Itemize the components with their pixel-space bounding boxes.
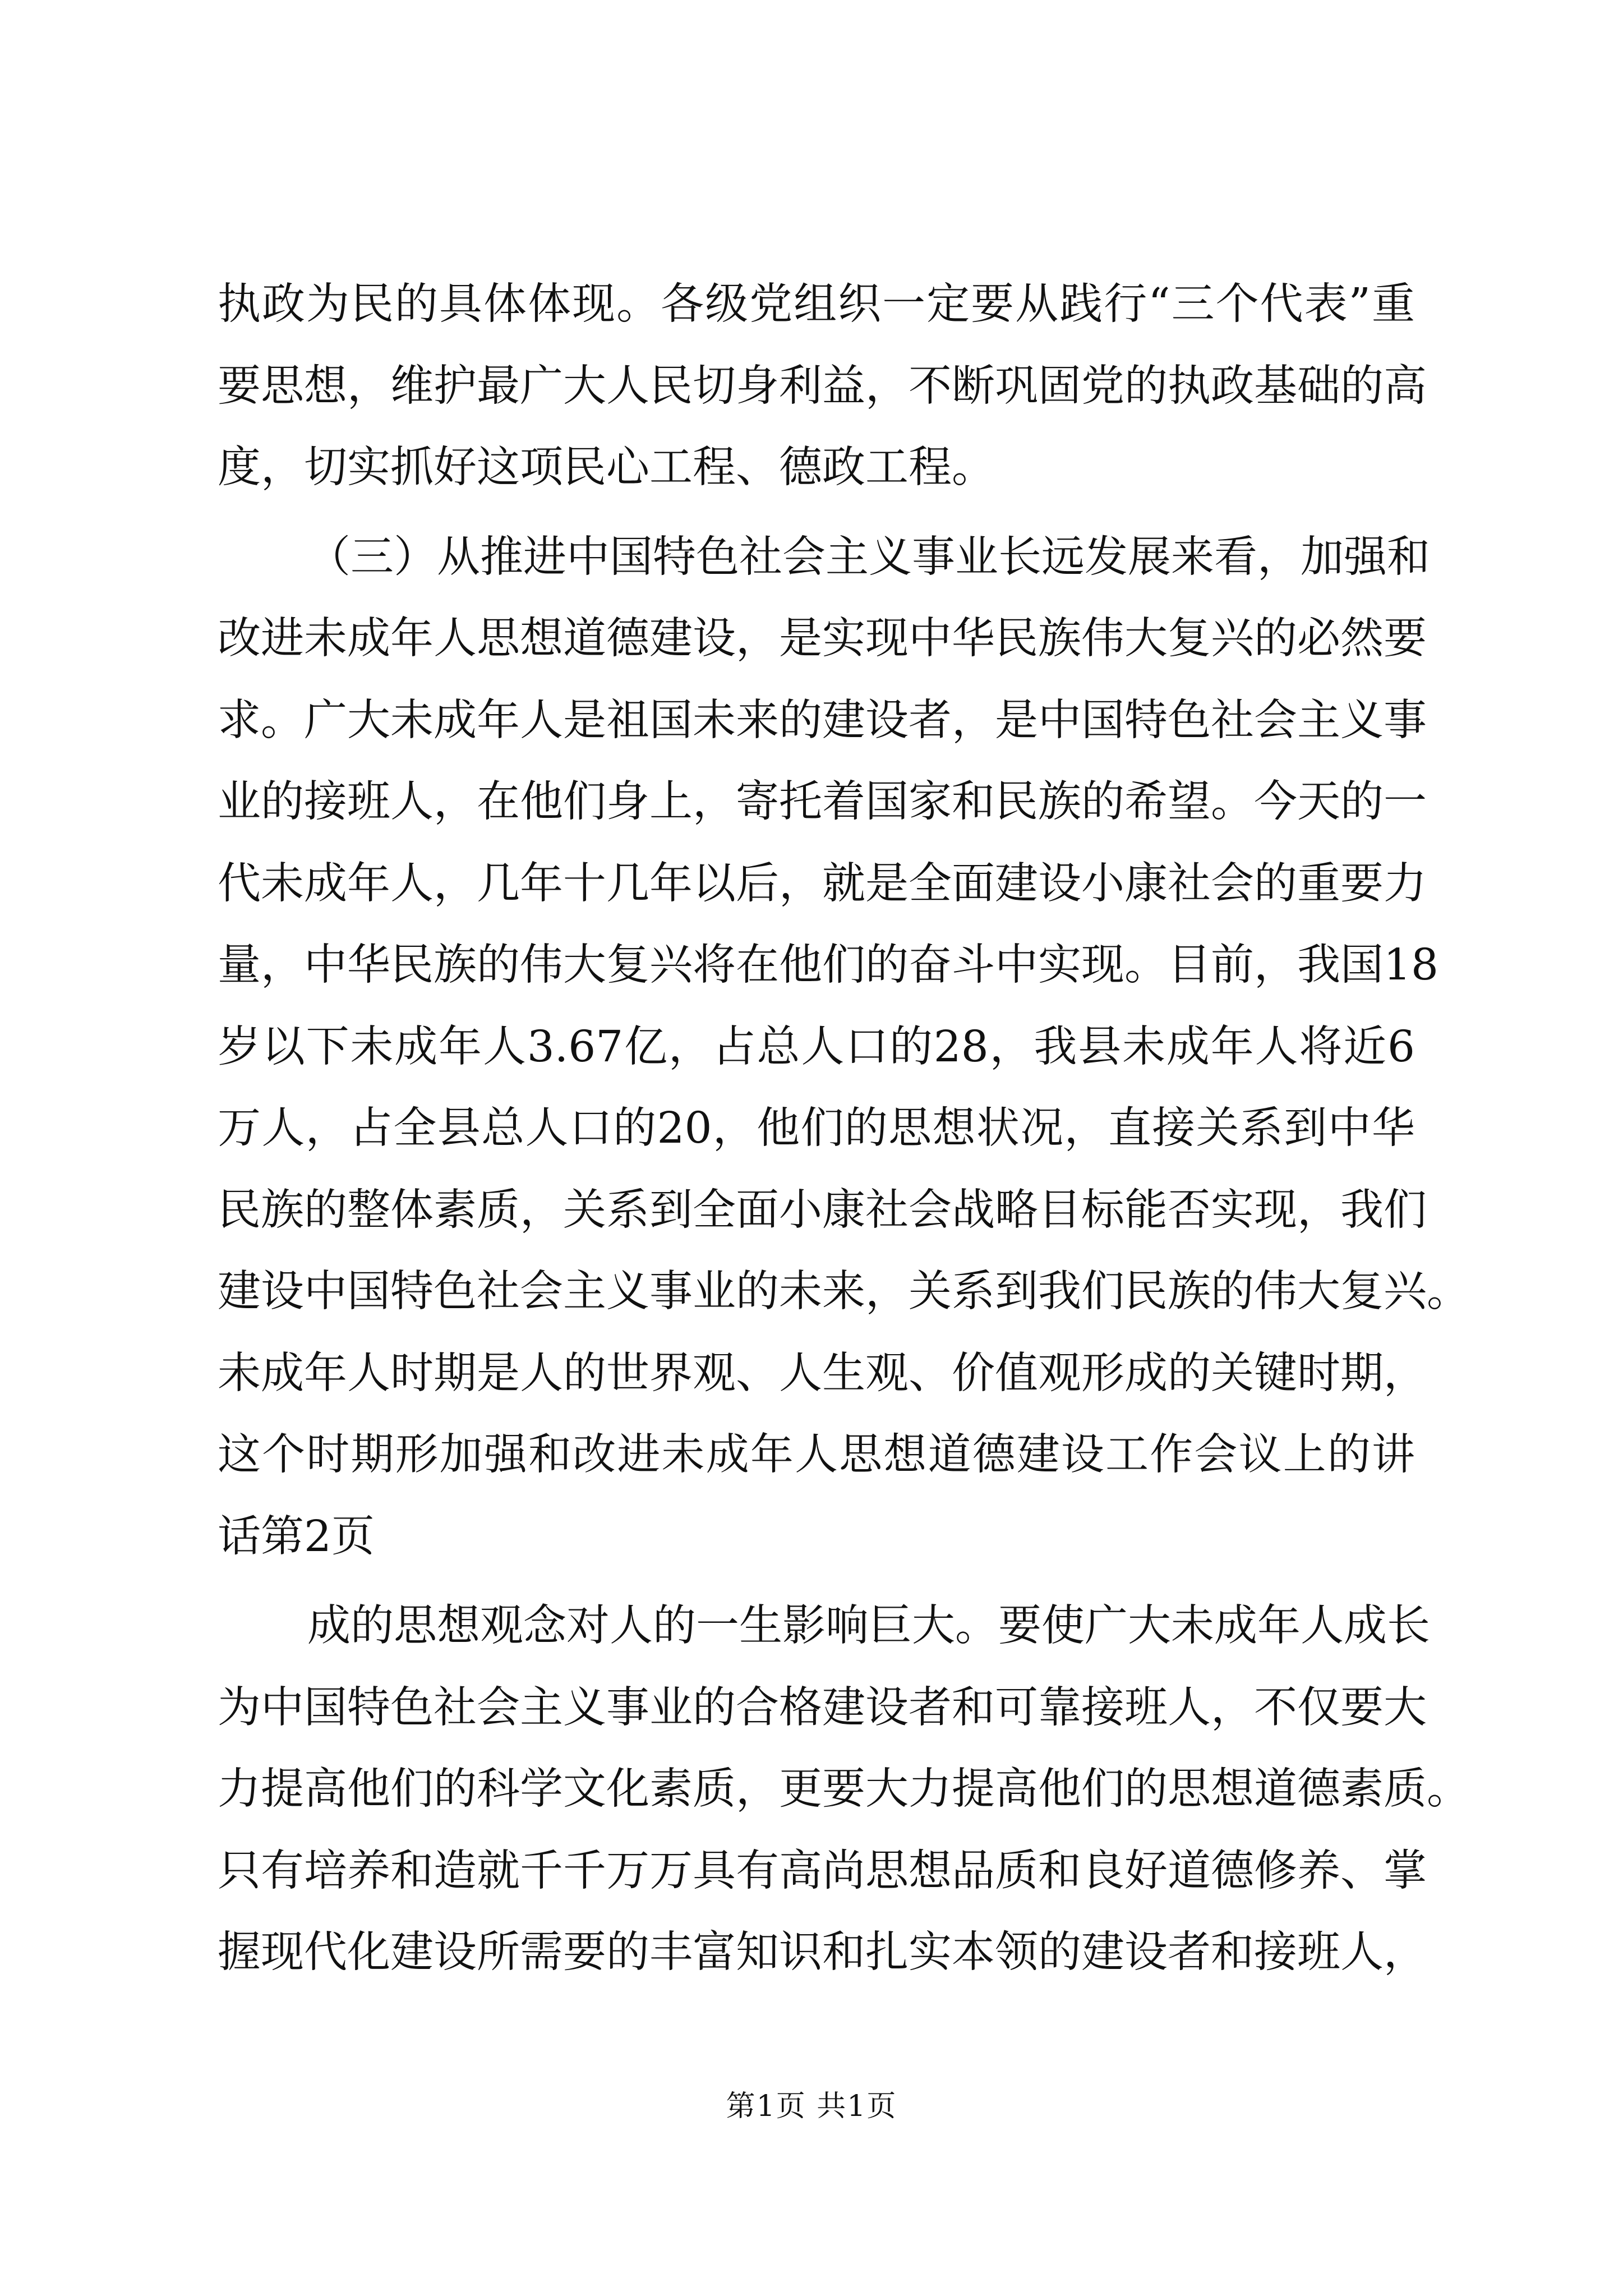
text-line: 这个时期形加强和改进未成年人思想道德建设工作会议上的讲 bbox=[218, 1430, 1415, 1480]
text-line: 执政为民的具体体现。各级党组织一定要从践行“三个代表”重 bbox=[218, 279, 1415, 329]
text-line: 话第2页 bbox=[218, 1511, 375, 1562]
text-line: 求。广大未成年人是祖国未来的建设者，是中国特色社会主义事 bbox=[218, 695, 1427, 746]
text-line: 建设中国特色社会主义事业的未来，关系到我们民族的伟大复兴。 bbox=[218, 1267, 1470, 1317]
text-line: 握现代化建设所需要的丰富知识和扎实本领的建设者和接班人， bbox=[218, 1927, 1427, 1977]
text-line: 业的接班人，在他们身上，寄托着国家和民族的希望。今天的一 bbox=[218, 777, 1427, 827]
text-line: 民族的整体素质，关系到全面小康社会战略目标能否实现，我们 bbox=[218, 1185, 1427, 1235]
paragraph-first-line: 成的思想观念对人的一生影响巨大。要使广大未成年人成长 bbox=[307, 1601, 1430, 1651]
text-line: 改进未成年人思想道德建设，是实现中华民族伟大复兴的必然要 bbox=[218, 614, 1427, 664]
page-footer: 第1页 共1页 bbox=[726, 2090, 897, 2123]
text-line: 岁以下未成年人3.67亿，占总人口的28，我县未成年人将近6 bbox=[218, 1022, 1415, 1072]
text-line: 量，中华民族的伟大复兴将在他们的奋斗中实现。目前，我国18 bbox=[218, 940, 1438, 990]
text-line: 万人，占全县总人口的20，他们的思想状况，直接关系到中华 bbox=[218, 1103, 1415, 1153]
text-line: 未成年人时期是人的世界观、人生观、价值观形成的关键时期， bbox=[218, 1348, 1427, 1398]
text-line: 代未成年人，几年十几年以后，就是全面建设小康社会的重要力 bbox=[218, 858, 1427, 909]
text-line: 只有培养和造就千千万万具有高尚思想品质和良好道德修养、掌 bbox=[218, 1846, 1427, 1896]
document-body bbox=[218, 264, 1470, 1994]
text-line: 度，切实抓好这项民心工程、德政工程。 bbox=[218, 443, 995, 493]
text-line: 要思想，维护最广大人民切身利益，不断巩固党的执政基础的高 bbox=[218, 361, 1427, 411]
text-line: 力提高他们的科学文化素质，更要大力提高他们的思想道德素质。 bbox=[218, 1764, 1470, 1814]
text-line: 为中国特色社会主义事业的合格建设者和可靠接班人，不仅要大 bbox=[218, 1682, 1427, 1733]
paragraph-first-line: （三）从推进中国特色社会主义事业长远发展来看，加强和 bbox=[307, 532, 1430, 582]
